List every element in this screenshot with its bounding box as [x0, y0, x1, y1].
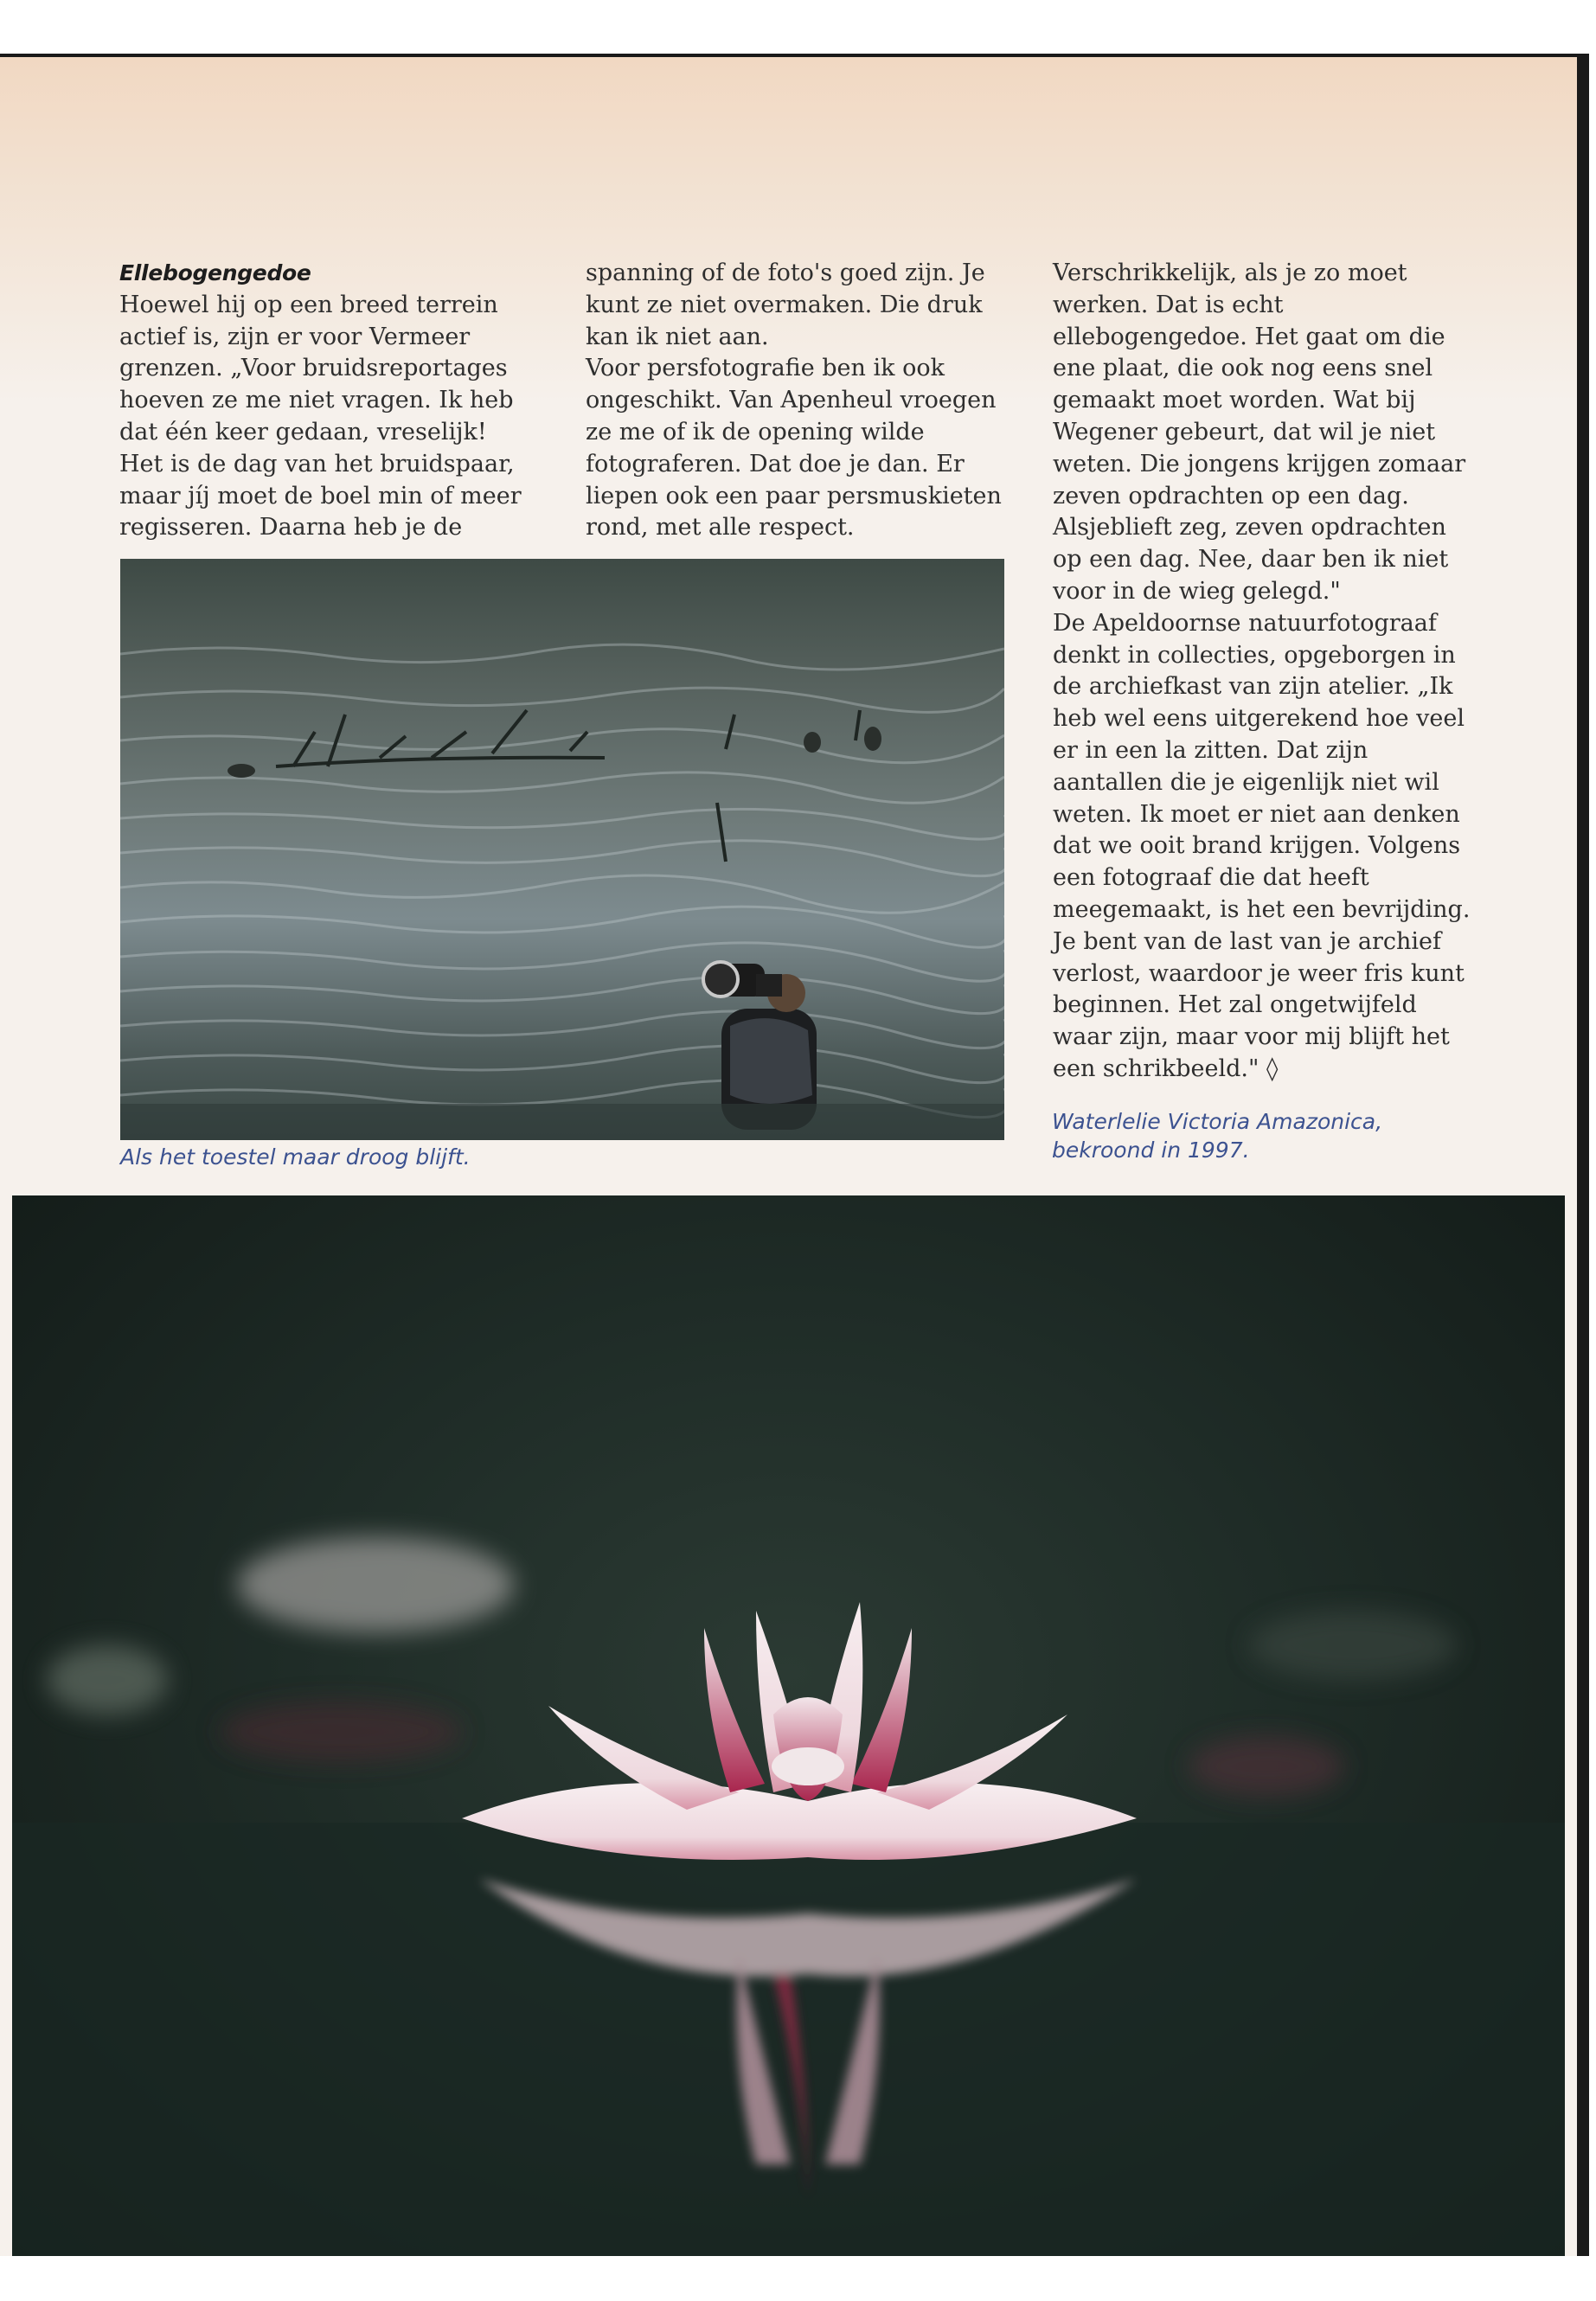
text-column-2 [586, 258, 1014, 544]
photographer-in-water-photo [120, 559, 1004, 1140]
text-column-3 [1053, 258, 1477, 1086]
waterlily-illustration [12, 1195, 1565, 2256]
text-column-1 [119, 258, 535, 544]
waterlily-caption [1052, 1107, 1382, 1164]
paragraph: spanning of de foto's goed zijn. Je kunt ze niet overmaken. Die druk kan ik niet aan. [586, 260, 985, 350]
paragraph: Voor persfotografie ben ik ook ongeschikt. Van Apenheul vroegen ze me of ik de opening wilde fotograferen. Dat doe je dan. Er liepen ook een paar persmuskieten rond, met alle respect. [586, 355, 1002, 542]
waterlily-caption-line: Waterlelie Victoria Amazonica, [1052, 1109, 1383, 1134]
waterlily-flower [462, 1602, 1137, 1860]
waterlily-caption-line: bekroond in 1997. [1052, 1138, 1250, 1163]
magazine-page [0, 54, 1589, 2256]
paragraph: De Apeldoornse natuurfotograaf denkt in collecties, opgeborgen in de archiefkast van zijn atelier. „Ik heb wel eens uitgerekend hoe veel er in een la zitten. Dat zijn aantallen die je eigenlijk niet wil weten. Ik moet er niet aan denken dat we ooit brand krijgen. Volgens een fotograaf die dat heeft meegemaakt, is het een bevrijding. Je bent van de last van je archief verlost, waardoor je weer fris kunt beginnen. Het zal ongetwijfeld waar zijn, maar voor mij blijft het een schrikbeeld." ◊ [1053, 609, 1471, 1082]
waterlily-photo [12, 1195, 1565, 2256]
section-heading: Ellebogengedoe [119, 260, 311, 285]
paragraph: Hoewel hij op een breed terrein actief is, zijn er voor Vermeer grenzen. „Voor bruidsreportages hoeven ze me niet vragen. Ik heb dat één keer gedaan, vreselijk! Het is de dag van het bruidspaar, maar jíj moet de boel min of meer regisseren. Daarna heb je de [119, 291, 522, 542]
paragraph: Verschrikkelijk, als je zo moet werken. Dat is echt ellebogengedoe. Het gaat om die ene plaat, die ook nog eens snel gemaakt moet worden. Wat bij Wegener gebeurt, dat wil je niet weten. Die jongens krijgen zomaar zeven opdrachten op een dag. Alsjeblieft zeg, zeven opdrachten op een dag. Nee, daar ben ik niet voor in de wieg gelegd." [1053, 260, 1466, 605]
photo-caption: Als het toestel maar droog blijft. [120, 1144, 471, 1170]
water-scene-illustration [120, 559, 1004, 1140]
